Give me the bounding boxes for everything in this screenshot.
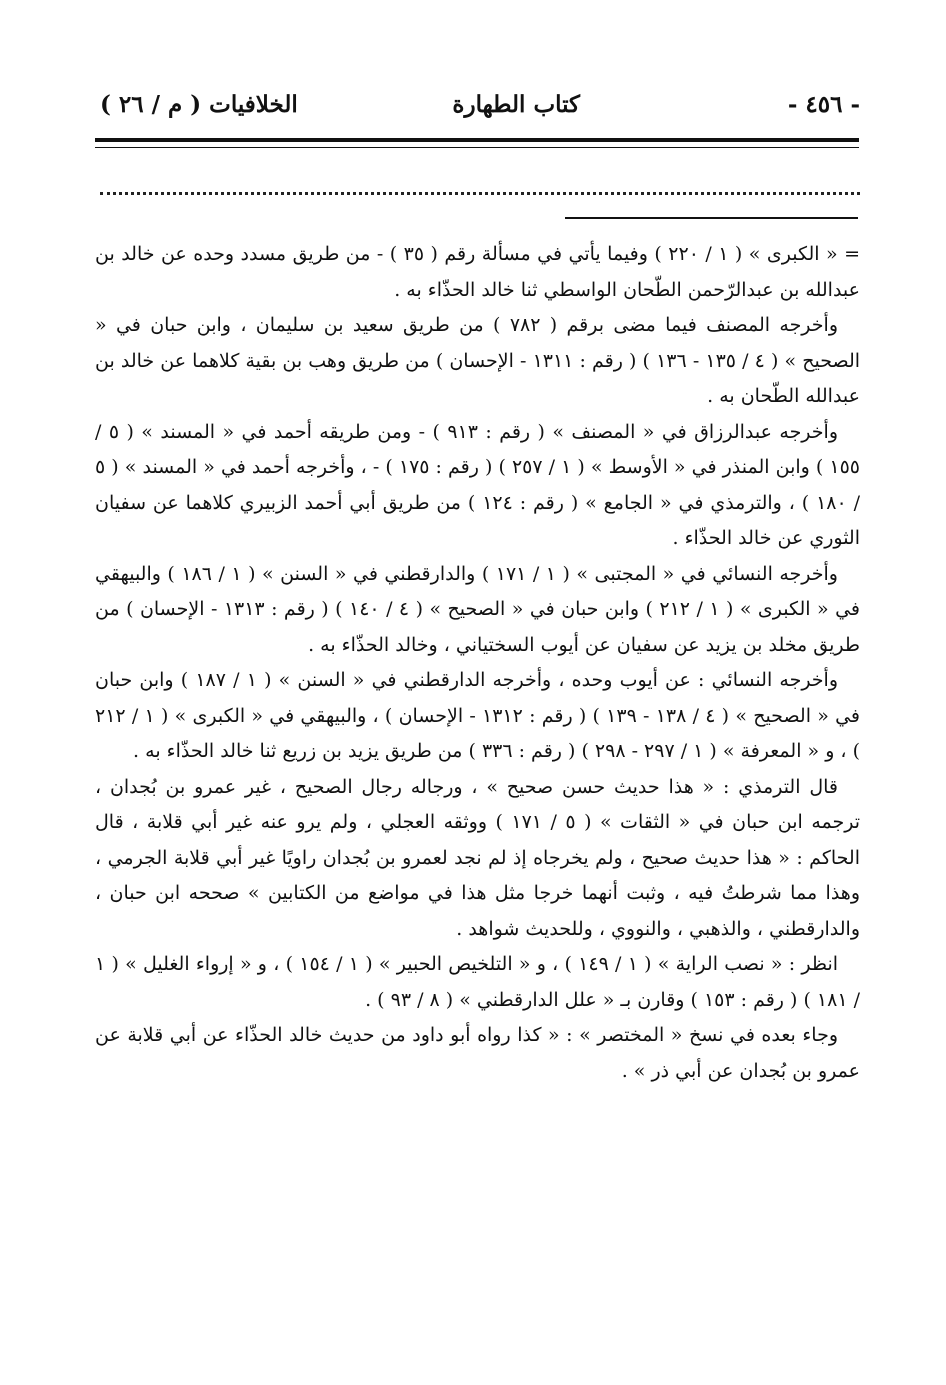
header-rule-thin [95,147,859,148]
dotted-separator [100,180,860,195]
page-header [100,88,860,128]
header-rule-thick [95,138,859,142]
footnote-paragraph: = « الكبرى » ( ١ / ٢٢٠ ) وفيما يأتي في مسألة رقم ( ٣٥ ) - من طريق مسدد وحده عن خالد بن عبدالله بن عبدالرّحمن الطّحان الواسطي ثنا خالد الحذّاء به . [95,243,860,301]
footnote-separator [565,217,858,219]
footnote-paragraph: وجاء بعده في نسخ « المختصر » : « كذا رواه أبو داود من حديث خالد الحذّاء عن أبي قلابة عن عمرو بن بُجدان عن أبي ذر » . [95,1024,860,1082]
page-number: - ٤٥٦ - [787,91,860,118]
footnote-paragraph: وأخرجه النسائي : عن أيوب وحده ، وأخرجه الدارقطني في « السنن » ( ١ / ١٨٧ ) وابن حبان في « الصحيح » ( ٤ / ١٣٨ - ١٣٩ ) ( رقم : ١٣١٢ - الإحسان ) ، والبيهقي في « الكبرى » ( ١ / ٢١٢ ) ، و « المعرفة » ( ١ / ٢٩٧ - ٢٩٨ ) ( رقم : ٣٣٦ ) من طريق يزيد بن زريع ثنا خالد الحذّاء به . [95,669,861,762]
section-label: الخلافيات ( م / ٢٦ ) [100,91,298,118]
footnote-paragraph: انظر : « نصب الراية » ( ١ / ١٤٩ ) ، و « التلخيص الحبير » ( ١ / ١٥٤ ) ، و « إرواء الغليل » ( ١ / ١٨١ ) ( رقم : ١٥٣ ) وقارن بـ « علل الدارقطني » ( ٨ / ٩٣ ) . [95,953,860,1011]
footnote-paragraph: وأخرجه عبدالرزاق في « المصنف » ( رقم : ٩١٣ ) - ومن طريقه أحمد في « المسند » ( ٥ / ١٥٥ ) وابن المنذر في « الأوسط » ( ١ / ٢٥٧ ) ( رقم : ١٧٥ ) - ، وأخرجه أحمد في « المسند » ( ٥ / ١٨٠ ) ، والترمذي في « الجامع » ( رقم : ١٢٤ ) من طريق أبي أحمد الزبيري كلاهما عن سفيان الثوري عن خالد الحذّاء . [95,420,860,549]
footnote-body [95,237,860,1089]
footnote-paragraph: وأخرجه النسائي في « المجتبى » ( ١ / ١٧١ ) والدارقطني في « السنن » ( ١ / ١٨٦ ) والبيهقي في « الكبرى » ( ١ / ٢١٢ ) وابن حبان في « الصحيح » ( ٤ / ١٤٠ ) ( رقم : ١٣١٣ - الإحسان ) من طريق مخلد بن يزيد عن سفيان عن أيوب السختياني ، وخالد الحذّاء به . [95,562,860,656]
footnote-paragraph: قال الترمذي : « هذا حديث حسن صحيح » ، ورجاله رجال الصحيح ، غير عمرو بن بُجدان ، ترجمه ابن حبان في « الثقات » ( ٥ / ١٧١ ) ووثقه العجلي ، ولم يرو عنه غير أبي قلابة ، قال الحاكم : « هذا حديث صحيح ، ولم يخرجاه إذ لم نجد لعمرو بن بُجدان راويًا غير أبي قلابة الجرمي ، وهذا مما شرطتُ فيه ، وثبت أنهما خرجا مثل هذا في مواضع من الكتابين » صححه ابن حبان ، والدارقطني ، والذهبي ، والنووي ، وللحديث شواهد . [95,775,861,940]
footnote-paragraph: وأخرجه المصنف فيما مضى برقم ( ٧٨٢ ) من طريق سعيد بن سليمان ، وابن حبان في « الصحيح » ( ٤ / ١٣٥ - ١٣٦ ) ( رقم : ١٣١١ - الإحسان ) من طريق وهب بن بقية كلاهما عن خالد بن عبدالله الطّحان به . [95,314,861,407]
book-title: كتاب الطهارة [452,91,580,118]
